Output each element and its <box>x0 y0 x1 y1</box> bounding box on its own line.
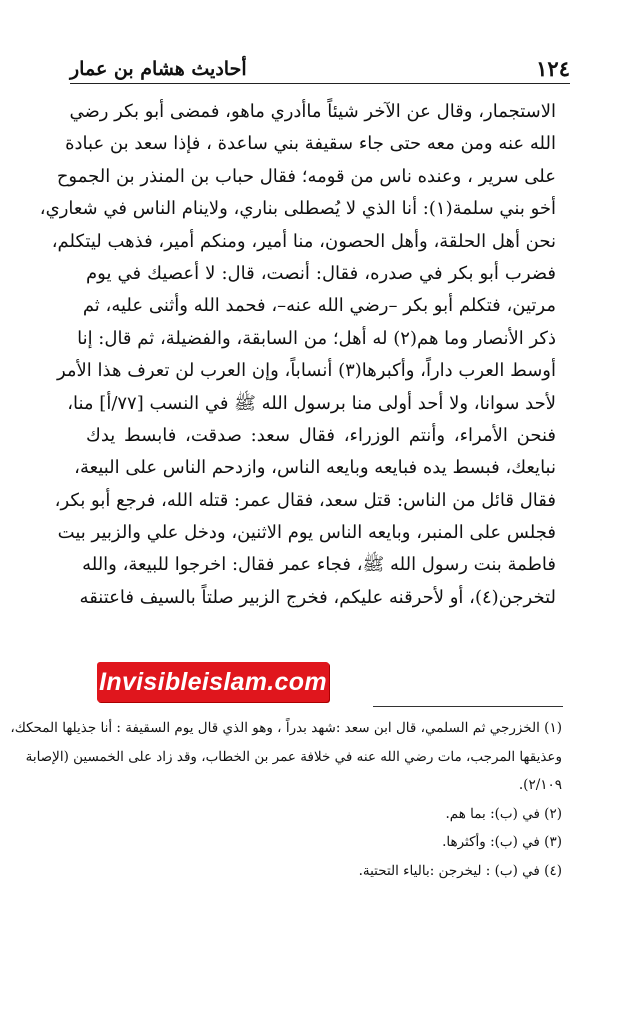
footnote-line: ٢/١٠٩). <box>518 777 562 793</box>
book-title: أحاديث هشام بن عمار <box>70 58 247 80</box>
footnotes <box>10 714 562 885</box>
text-line: لتخرجن(٤)، أو لأحرقنه عليكم، فخرج الزبير صلتاً بالسيف فاعتنقه <box>79 586 556 608</box>
text-line: ذكر الأنصار وما هم(٢) له أهل؛ من السابقة، والفضيلة، ثم قال: إنا <box>77 327 556 349</box>
running-header <box>70 55 570 84</box>
page-number: ١٢٤ <box>536 56 570 81</box>
text-line: نبايعك، فبسط يده فبايعه وبايعه الناس، وازدحم الناس على البيعة، <box>74 457 556 479</box>
text-line: فجلس على المنبر، وبايعه الناس يوم الاثنين، ودخل علي والزبير بيت <box>57 522 556 544</box>
main-text <box>39 96 556 614</box>
text-line: لأحد سوانا، ولا أحد أولى منا برسول الله ﷺ في النسب [٧٧/أ] منا، <box>67 392 556 414</box>
text-line: الله عنه ومن معه حتى جاء سقيفة بني ساعدة ، فإذا سعد بن عبادة <box>65 133 556 155</box>
watermark-logo: Invisibleislam.com <box>97 662 329 702</box>
footnote-line: وعذيقها المرجب، مات رضي الله عنه في خلافة عمر بن الخطاب، وقد زاد على الخمسين (الإصابة <box>25 748 562 765</box>
footnote-line: (٤) في (ب) : ليخرجن :بالياء التحتية. <box>358 862 562 879</box>
footnote-divider <box>373 706 563 707</box>
text-line: مرتين، فتكلم أبو بكر –رضي الله عنه–، فحمد الله وأثنى عليه، ثم <box>82 295 556 317</box>
footnote-line: (٢) في (ب): بما هم. <box>445 805 562 822</box>
text-line: فضرب أبو بكر في صدره، فقال: أنصت، قال: لا أعصيك في يوم <box>86 262 556 284</box>
text-line: فقال قائل من الناس: قتل سعد، فقال عمر: قتله الله، فرجع أبو بكر، <box>54 489 556 511</box>
text-line: أخو بني سلمة(١): أنا الذي لا يُصطلى بناري، ولاينام الناس في شعاري، <box>39 198 556 220</box>
footnote-line: (١) الخزرجي ثم السلمي، قال ابن سعد :شهد بدراً ، وهو الذي قال يوم السقيفة : أنا جذيلها المحكك، <box>10 720 562 736</box>
text-line: على سرير ، وعنده ناس من قومه؛ فقال حباب بن المنذر بن الجموح <box>56 165 556 187</box>
footnote-line: (٣) في (ب): وأكثرها. <box>442 834 562 850</box>
text-line: فاطمة بنت رسول الله ﷺ، فجاء عمر فقال: اخرجوا للبيعة، والله <box>82 554 556 576</box>
text-line: نحن أهل الحلقة، وأهل الحصون، منا أمير، ومنكم أمير، فذهب ليتكلم، <box>51 230 556 252</box>
text-line: فنحن الأمراء، وأنتم الوزراء، فقال سعد: صدقت، فابسط يدك <box>86 424 556 446</box>
text-line: الاستجمار، وقال عن الآخر شيئاً ماأدري ماهو، فمضى أبو بكر رضي <box>69 101 556 122</box>
text-line: أوسط العرب داراً، وأكبرها(٣) أنساباً، وإن العرب لن تعرف هذا الأمر <box>56 360 556 382</box>
